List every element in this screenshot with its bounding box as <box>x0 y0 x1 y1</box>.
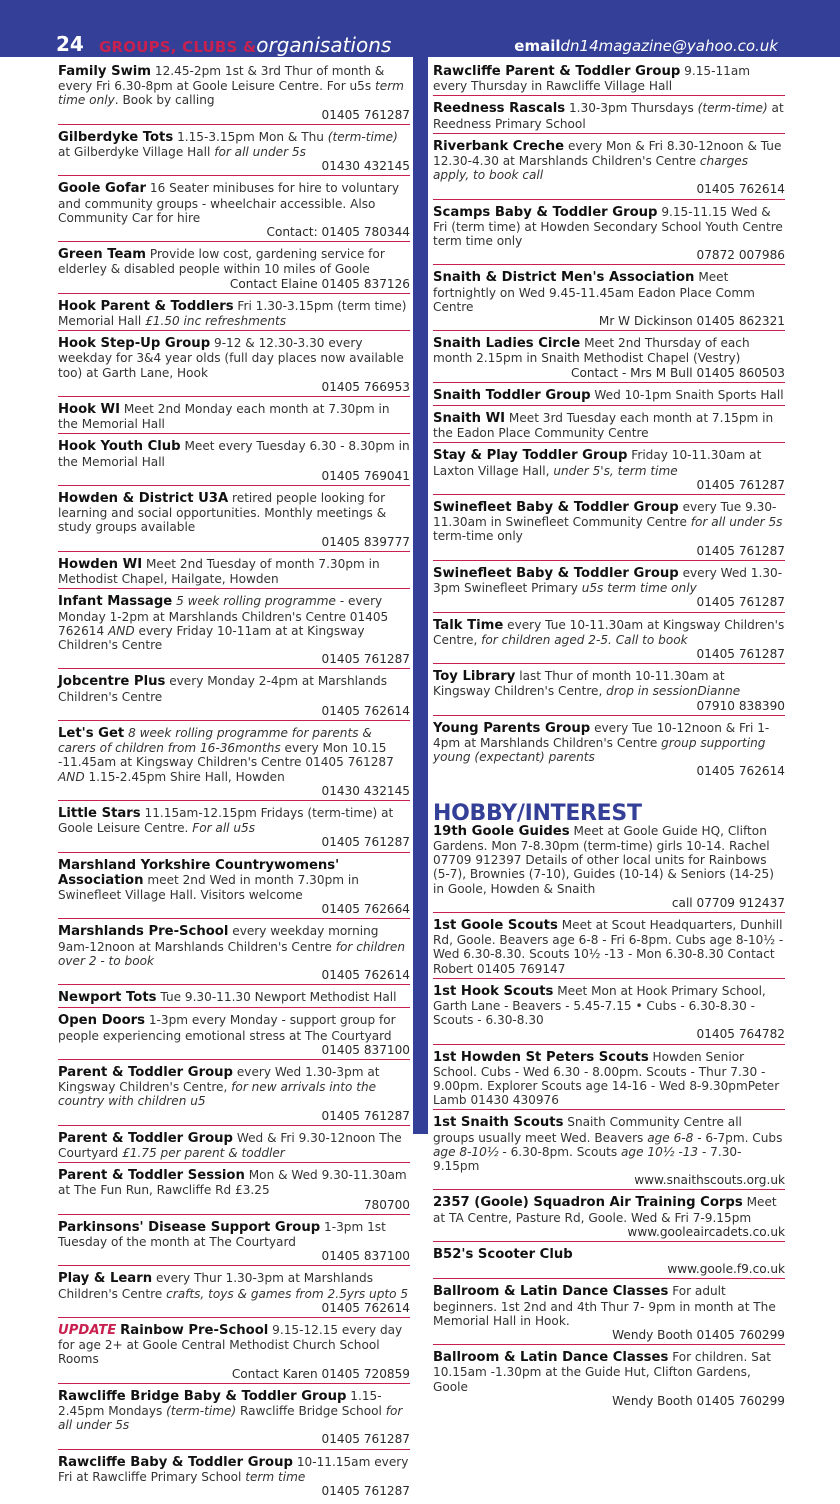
listing-note: AND <box>108 623 135 638</box>
listing-note: age 6-8 <box>647 1130 694 1145</box>
listing-details: 1.15-2.45pm Shire Hall, Howden <box>84 769 285 784</box>
listing-details: 1-3pm 1st Tuesday of the month at The Courtyard <box>58 1219 386 1250</box>
listing-contact: 01405 761287 <box>321 107 410 122</box>
listing-details: Wed 10-1pm Snaith Sports Hall <box>594 387 784 402</box>
listing-name: 1st Hook Scouts <box>433 983 554 999</box>
listing-name: 1st Snaith Scouts <box>433 1115 564 1131</box>
listing-contact: 780700 <box>363 1197 410 1212</box>
listing-rawcliffe-baby-toddler-group <box>58 1454 410 1501</box>
listing-details: every Mon 10.15 -11.45am at Kingsway Children's Centre 01405 761287 <box>58 741 394 770</box>
listing-details: retired people looking for learning and social opportunities. Monthly meetings & study groups available <box>58 491 387 535</box>
listing-name: Parent & Toddler Group <box>58 1130 233 1146</box>
listing-name: Stay & Play Toddler Group <box>433 448 628 464</box>
listing-details: every Tue 10-11.30am at Kingsway Children's Centre, <box>433 617 785 647</box>
listing-contact: 01405 761287 <box>696 646 785 661</box>
listing-note: under 5's, term time <box>553 463 678 478</box>
listing-name: Let's Get <box>58 725 125 741</box>
listing-name: Swinefleet Baby & Toddler Group <box>433 565 679 581</box>
listing-newport-tots <box>58 989 410 1008</box>
listing-details: 16 Seater minibuses for hire to voluntary and community groups - wheelchair accessible. Also Community Car for hire <box>58 181 400 225</box>
listing-name: Ballroom & Latin Dance Classes <box>433 1350 669 1366</box>
listing-contact: 01405 769041 <box>321 468 410 483</box>
listing-note: for children aged 2-5. Call to book <box>481 632 688 647</box>
listing-contact: Wendy Booth 01405 760299 <box>612 1328 785 1343</box>
right-column <box>433 63 785 1414</box>
listing-name: Talk Time <box>433 617 504 633</box>
listing-details: Meet 2nd Monday each month at 7.30pm in the Memorial Hall <box>58 402 390 432</box>
listing-details: Meet 3rd Tuesday each month at 7.15pm in the Eadon Place Community Centre <box>433 411 774 441</box>
listing-note: charges apply, to book call <box>433 154 748 183</box>
listing-name: Gilberdyke Tots <box>58 129 174 145</box>
listing-rainbow-pre-school <box>58 1322 410 1384</box>
listing-marshland-yorkshire-countrywomens-association <box>58 857 410 920</box>
listing-name: Family Swim <box>58 64 152 79</box>
listing-toy-library <box>433 668 785 716</box>
listing-details: every Wed 1.30-3pm at Kingsway Children's Centre, <box>58 1064 380 1095</box>
listing-contact: 01405 762614 <box>321 703 410 718</box>
listing-parkinsons-disease-support-group <box>58 1219 410 1267</box>
listing-contact: call 07709 912437 <box>671 895 785 910</box>
listing-details: - every Monday 1-2pm at Marshlands Children's Centre 01405 762614 <box>58 594 389 638</box>
listing-note: £1.50 inc refreshments <box>145 314 287 329</box>
listing-name: Young Parents Group <box>433 720 591 736</box>
listing-details: . Book by calling <box>114 93 215 108</box>
column-divider <box>413 57 428 1134</box>
hobby-interest-heading: HOBBY/INTEREST <box>433 800 642 826</box>
listing-note: term time only <box>58 79 404 108</box>
listing-snaith-ladies-circle <box>433 335 785 383</box>
listing-note: crafts, toys & games from 2.5yrs upto 5 <box>166 1286 409 1301</box>
listing-contact: Contact - Mrs M Bull 01405 860503 <box>571 365 785 380</box>
listing-1st-goole-scouts <box>433 917 785 979</box>
listing-details: - 6.30-8pm. Scouts <box>498 1144 622 1159</box>
email-line <box>514 37 778 55</box>
listing-details: 11.15am-12.15pm Fridays (term-time) at Goole Leisure Centre. <box>58 805 394 836</box>
listing-play-learn <box>58 1270 410 1318</box>
listing-contact: 01405 762664 <box>321 902 410 917</box>
listing-note: For all u5s <box>192 821 256 836</box>
listing-details: 9.15-11am every Thursday in Rawcliffe Village Hall <box>433 64 751 94</box>
listing-details: Friday 10-11.30am at Laxton Village Hall, <box>433 448 762 478</box>
listing-name: Hook WI <box>58 402 120 418</box>
listing-parent-toddler-group <box>58 1130 410 1163</box>
listing-swinefleet-baby-toddler-group <box>433 565 785 613</box>
listing-hook-step-up-group <box>58 335 410 397</box>
listing-details: every weekday morning 9am-12noon at Marshlands Children's Centre <box>58 924 379 954</box>
listing-details: last Thur of month 10-11.30am at Kingsway Children's Centre, <box>433 669 725 699</box>
listing-name: Parkinsons' Disease Support Group <box>58 1219 321 1235</box>
listing-contact: 01405 766953 <box>321 379 410 394</box>
listing-details: every Wed 1.30-3pm Swinefleet Primary <box>433 565 783 596</box>
listing-note: age 10½ -13 <box>621 1144 699 1159</box>
listing-young-parents-group <box>433 720 785 781</box>
listing-details: Meet at TA Centre, Pasture Rd, Goole. Wed & Fri 7-9.15pm <box>433 1195 777 1225</box>
listing-talk-time <box>433 617 785 665</box>
listing-contact: 07872 007986 <box>696 248 785 263</box>
listing-rawcliffe-parent-toddler-group <box>433 63 785 96</box>
listing-name: 1st Howden St Peters Scouts <box>433 1049 649 1065</box>
listing-contact: 01405 761287 <box>321 1108 410 1123</box>
listing-details: Fri 1.30-3.15pm (term time) Memorial Hall <box>58 298 407 329</box>
listing-snaith-district-men-s-association <box>433 269 785 331</box>
listing-note: for children over 2 - to book <box>58 939 405 968</box>
listing-details: every Monday 2-4pm at Marshlands Children's Centre <box>58 674 388 704</box>
listing-gilberdyke-tots <box>58 129 410 177</box>
listing-ballroom-latin-dance-classes <box>433 1349 785 1410</box>
listing-name: Snaith Ladies Circle <box>433 336 581 352</box>
listing-contact: Mr W Dickinson 01405 862321 <box>598 314 785 329</box>
listing-details: Meet 2nd Thursday of each month 2.15pm in Snaith Methodist Chapel (Vestry) <box>433 336 750 366</box>
listing-let-s-get <box>58 725 410 801</box>
left-column <box>58 63 410 1504</box>
listing-details: For adult beginners. 1st 2nd and 4th Thur 7- 9pm in month at The Memorial Hall in Hook. <box>433 1284 776 1328</box>
listing-contact[interactable]: www.snaithscouts.org.uk <box>634 1173 785 1188</box>
listing-marshlands-pre-school <box>58 923 410 985</box>
listing-details: Meet every Tuesday 6.30 - 8.30pm in the Memorial Hall <box>58 439 410 469</box>
listing-ballroom-latin-dance-classes <box>433 1283 785 1345</box>
listing-riverbank-creche <box>433 138 785 200</box>
listing-name: Snaith & District Men's Association <box>433 270 695 286</box>
section-title <box>99 33 391 57</box>
listing-1st-hook-scouts <box>433 983 785 1045</box>
listing-note: (term-time) <box>697 101 768 116</box>
listing-contact[interactable]: www.gooleaircadets.co.uk <box>627 1224 785 1239</box>
listing-contact: 01405 837100 <box>321 1249 410 1264</box>
listing-name: Play & Learn <box>58 1271 153 1287</box>
listing-details: at Reedness Primary School <box>433 101 784 131</box>
listing-details: 1.30-3pm Thursdays <box>568 101 698 116</box>
listing-name: Hook Parent & Toddlers <box>58 298 234 314</box>
listing-details: every Tue 10-12noon & Fri 1-4pm at Marshlands Children's Centre <box>433 720 770 750</box>
listing-details: 9.15-12.15 every day for age 2+ at Goole Central Methodist Church School Rooms <box>58 1323 403 1367</box>
listing-name: Open Doors <box>58 1013 145 1029</box>
listing-name: 19th Goole Guides <box>433 823 570 839</box>
listing-details: every Friday 10-11am at at Kingsway Children's Centre <box>58 623 365 652</box>
listing-parent-toddler-session <box>58 1167 410 1215</box>
listing-stay-play-toddler-group <box>433 447 785 495</box>
listing-note: for new arrivals into the country with children u5 <box>58 1080 377 1109</box>
listing-details: Meet 2nd Tuesday of month 7.30pm in Methodist Chapel, Hailgate, Howden <box>58 556 380 587</box>
listing-details: - 7.30-9.15pm <box>433 1144 742 1173</box>
listing-note: for all under 5s <box>690 515 783 530</box>
listing-name: Little Stars <box>58 805 141 821</box>
listing-note: 8 week rolling programme for parents & carers of children from 16-36months <box>58 725 372 756</box>
listing-hook-wi <box>58 401 410 434</box>
listing-note: u5s term time only <box>581 581 697 596</box>
listing-swinefleet-baby-toddler-group <box>433 499 785 561</box>
listing-contact: 07910 838390 <box>696 698 785 713</box>
listing-name: Goole Gofar <box>58 181 147 197</box>
listing-name: Jobcentre Plus <box>58 674 166 690</box>
section-title-caps: GROUPS, CLUBS & <box>99 38 257 56</box>
listing-name: Howden WI <box>58 556 143 572</box>
listing-name: Rawcliffe Bridge Baby & Toddler Group <box>58 1388 347 1404</box>
listing-open-doors <box>58 1012 410 1060</box>
listing-contact: Wendy Booth 01405 760299 <box>612 1393 785 1408</box>
listing-19th-goole-guides <box>433 823 785 913</box>
listing-contact: 01405 761287 <box>696 477 785 492</box>
listing-name: Howden & District U3A <box>58 491 229 507</box>
listing-name: Infant Massage <box>58 594 173 610</box>
listing-hook-youth-club <box>58 438 410 486</box>
email-label: email <box>514 37 561 55</box>
update-tag: UPDATE <box>58 1323 117 1339</box>
email-address[interactable]: dn14magazine@yahoo.co.uk <box>560 37 778 55</box>
listing-name: Toy Library <box>433 669 516 685</box>
listing-details: Snaith Community Centre all groups usually meet Wed. Beavers <box>433 1115 742 1145</box>
listing-details: Tue 9.30-11.30 Newport Methodist Hall <box>160 990 397 1005</box>
listing-details: 1.15-2.45pm Mondays <box>58 1388 382 1419</box>
listing-contact: 01405 837100 <box>321 1042 410 1057</box>
listing-snaith-toddler-group <box>433 387 785 406</box>
listing-details: every Tue 9.30-11.30am in Swinefleet Community Centre <box>433 500 777 530</box>
listing-b52-s-scooter-club <box>433 1246 785 1279</box>
listing-note: (term-time) <box>166 1404 237 1419</box>
listing-green-team <box>58 246 410 294</box>
listing-name: Scamps Baby & Toddler Group <box>433 204 658 220</box>
listing-snaith-wi <box>433 410 785 443</box>
listing-contact: Contact: 01405 780344 <box>266 225 410 240</box>
listing-howden-wi <box>58 556 410 589</box>
listing-details: 9.15-11.15 Wed & Fri (term time) at Howden Secondary School Youth Centre term time only <box>433 204 783 249</box>
listing-1st-howden-st-peters-scouts <box>433 1049 785 1111</box>
listing-details: Meet fortnightly on Wed 9.45-11.45am Eadon Place Comm Centre <box>433 270 755 314</box>
listing-contact: 01405 762614 <box>321 967 410 982</box>
listing-details: 9-12 & 12.30-3.30 every weekday for 3&4 year olds (full day places now available too) at Garth Lane, Hook <box>58 336 404 380</box>
listing-note: for all under 5s <box>214 145 306 160</box>
listing-details: Meet at Goole Guide HQ, Clifton Gardens. Mon 7-8.30pm (term-time) girls 10-14. Rachel 07709 912397 Details of other local units for Rainbows (5-7), Brownies (7-10), Guides (10-14) & Seniors (14-25) in Goole, Howden & Snaith <box>433 823 774 896</box>
page-number: 24 <box>56 32 84 56</box>
listing-jobcentre-plus <box>58 673 410 721</box>
listing-name: Marshland Yorkshire Countrywomens' Association <box>58 857 340 888</box>
listing-note: group supporting young (expectant) parents <box>433 735 766 765</box>
listing-name: Snaith Toddler Group <box>433 387 591 403</box>
listing-note: term time <box>245 1469 306 1484</box>
listing-howden-district-u3a <box>58 490 410 552</box>
listing-details: Meet Mon at Hook Primary School, Garth Lane - Beavers - 5.45-7.15 • Cubs - 6.30-8.30 - Scouts - 6.30-8.30 <box>433 983 766 1028</box>
listing-details: at Gilberdyke Village Hall <box>58 145 215 160</box>
header-band <box>0 0 840 57</box>
listing-contact: 01405 761287 <box>321 835 410 850</box>
listing-details: 12.45-2pm 1st & 3rd Thur of month & every Fri 6.30-8pm at Goole Leisure Centre. For u5s <box>58 64 385 94</box>
listing-note: AND <box>58 769 85 784</box>
listing-details: 1-3pm every Monday - support group for people experiencing emotional stress at The Courtyard <box>58 1013 396 1043</box>
listing-parent-toddler-group <box>58 1064 410 1126</box>
listing-contact: 01405 761287 <box>321 1484 410 1499</box>
listing-name: Rawcliffe Baby & Toddler Group <box>58 1454 293 1470</box>
listing-details: For children. Sat 10.15am -1.30pm at the Guide Hut, Clifton Gardens, Goole <box>433 1350 771 1394</box>
listing-note: Dianne <box>697 684 741 699</box>
listing-details: Wed & Fri 9.30-12noon The Courtyard <box>58 1130 402 1160</box>
listing-contact: 01405 762614 <box>696 182 785 197</box>
listing-contact: 01430 432145 <box>321 783 410 798</box>
listing-rawcliffe-bridge-baby-toddler-group <box>58 1388 410 1450</box>
listing-name: 1st Goole Scouts <box>433 917 558 933</box>
listing-name: Green Team <box>58 247 147 263</box>
listing-details: term-time only <box>433 529 523 544</box>
listing-details: Howden Senior School. Cubs - Wed 6.30 - 8.00pm. Scouts - Thur 7.30 - 9.00pm. Explorer Scouts age 14-16 - Wed 8-9.30pmPeter Lamb 01430 430976 <box>433 1049 780 1108</box>
listing-details: 10-11.15am every Fri at Rawcliffe Primary School <box>58 1454 409 1484</box>
listing-name: Parent & Toddler Session <box>58 1168 245 1184</box>
listing-details: Meet at Scout Headquarters, Dunhill Rd, Goole. Beavers age 6-8 - Fri 6-8pm. Cubs age 8-10½ - Wed 6.30-8.30. Scouts 10½ -13 - Mon 6.30-8.30 Contact Robert 01405 769147 <box>433 917 784 976</box>
listing-name: 2357 (Goole) Squadron Air Training Corps <box>433 1195 743 1211</box>
listing-details: every Mon & Fri 8.30-12noon & Tue 12.30-4.30 at Marshlands Children's Centre <box>433 138 782 169</box>
listing-contact: 01405 764782 <box>696 1027 785 1042</box>
listing-details: - 6-7pm. Cubs <box>693 1130 783 1145</box>
listing-contact: 01405 762614 <box>696 764 785 779</box>
listing-details: Provide low cost, gardening service for elderley & disabled people within 10 miles of Goole <box>58 247 385 277</box>
listing-contact: 01405 762614 <box>321 1300 410 1315</box>
listing-name: Hook Step-Up Group <box>58 336 211 352</box>
listing-name: Swinefleet Baby & Toddler Group <box>433 500 679 516</box>
listing-note: 5 week rolling programme <box>176 594 336 609</box>
listing-details: Mon & Wed 9.30-11.30am at The Fun Run, Rawcliffe Rd £3.25 <box>58 1168 407 1198</box>
listing-name: Rawcliffe Parent & Toddler Group <box>433 64 681 79</box>
listing-details: 1.15-3.15pm Mon & Thu <box>177 129 328 144</box>
listing-name: Parent & Toddler Group <box>58 1064 233 1080</box>
listing-little-stars <box>58 805 410 853</box>
listing-note: drop in session <box>606 684 698 699</box>
listing-note: age 8-10½ <box>433 1144 499 1159</box>
listing-scamps-baby-toddler-group <box>433 204 785 266</box>
listing-name: Hook Youth Club <box>58 439 181 455</box>
listing-family-swim <box>58 63 410 125</box>
listing-details: Rawcliffe Bridge School <box>236 1404 386 1419</box>
listing-name: Reedness Rascals <box>433 101 566 117</box>
listing-contact: 01405 761287 <box>696 543 785 558</box>
listing-contact: 01405 761287 <box>696 595 785 610</box>
listing-details: every Thur 1.30-3pm at Marshlands Children's Centre <box>58 1271 373 1301</box>
listing-note: £1.75 per parent & toddler <box>122 1146 285 1160</box>
listing-note: for all under 5s <box>58 1404 403 1433</box>
listing-contact: Contact Karen 01405 720859 <box>231 1366 410 1381</box>
listing-contact: Contact Elaine 01405 837126 <box>229 276 410 291</box>
listing-name: Newport Tots <box>58 990 157 1006</box>
listing-details: meet 2nd Wed in month 7.30pm in Swinefleet Village Hall. Visitors welcome <box>58 872 359 902</box>
section-title-italic: organisations <box>256 33 392 57</box>
listing-name: Marshlands Pre-School <box>58 924 229 940</box>
listing-note: (term-time) <box>327 129 398 144</box>
listing-reedness-rascals <box>433 100 785 133</box>
listing-1st-snaith-scouts <box>433 1114 785 1190</box>
listing-contact: 01430 432145 <box>321 159 410 174</box>
listing-2357-goole-squadron-air-training-corps <box>433 1194 785 1242</box>
listing-name: Riverbank Creche <box>433 138 565 154</box>
listing-name: B52's Scooter Club <box>433 1247 573 1263</box>
listing-contact: 01405 839777 <box>321 534 410 549</box>
listing-name: Rainbow Pre-School <box>120 1323 269 1339</box>
listing-contact: 01405 761287 <box>321 1432 410 1447</box>
listing-name: Ballroom & Latin Dance Classes <box>433 1284 669 1300</box>
listing-name: Snaith WI <box>433 411 506 427</box>
listing-goole-gofar <box>58 180 410 242</box>
listing-infant-massage <box>58 593 410 669</box>
listing-hook-parent-toddlers <box>58 298 410 331</box>
listing-contact: 01405 761287 <box>321 652 410 667</box>
listing-contact[interactable]: www.goole.f9.co.uk <box>667 1262 785 1277</box>
